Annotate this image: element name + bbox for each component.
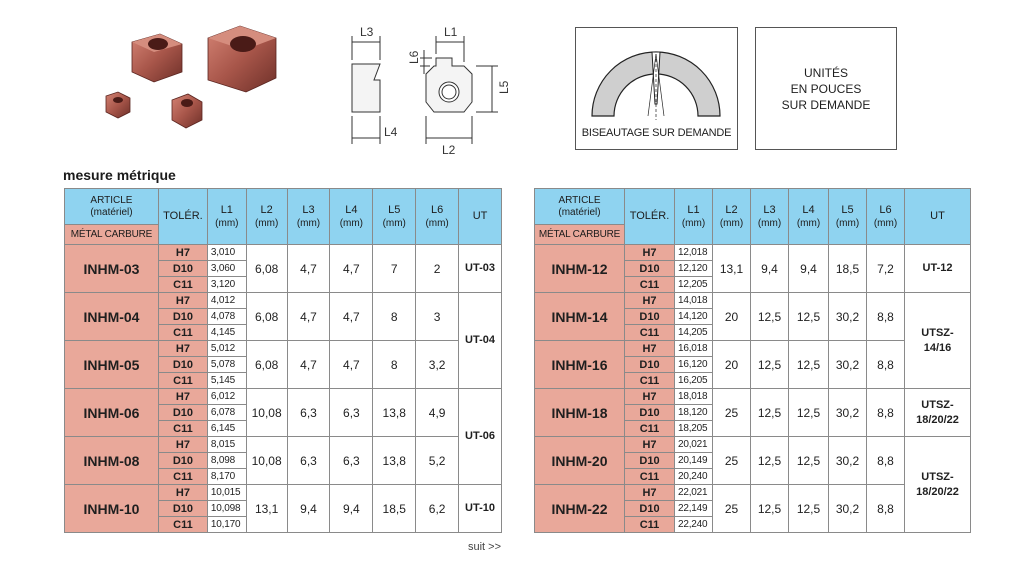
carbide-inserts-photo: [100, 20, 290, 132]
l3-value: 12,5: [751, 437, 789, 485]
spec-table-right: [534, 188, 971, 533]
tolerance-class: D10: [158, 261, 207, 277]
header-l6: L6 (mm): [416, 189, 459, 245]
table-row: [65, 293, 502, 309]
header-ut: UT: [459, 189, 502, 245]
header-l3: L3 (mm): [751, 189, 789, 245]
l5-value: 30,2: [829, 293, 867, 341]
l1-value: 18,018: [675, 389, 713, 405]
l4-value: 9,4: [330, 485, 373, 533]
ut-reference: [459, 485, 502, 533]
label-l3: L3: [360, 25, 374, 39]
l5-value: 30,2: [829, 437, 867, 485]
tolerance-class: H7: [625, 485, 675, 501]
bevel-caption: BISEAUTAGE SUR DEMANDE: [581, 127, 732, 139]
table-row: [535, 389, 971, 405]
l5-value: 13,8: [373, 389, 416, 437]
l6-value: 3,2: [416, 341, 459, 389]
l1-value: 16,120: [675, 357, 713, 373]
table-row: [65, 437, 502, 453]
header-ut: UT: [905, 189, 971, 245]
l2-value: 25: [713, 485, 751, 533]
l1-value: 10,015: [207, 485, 246, 501]
l1-value: 22,149: [675, 501, 713, 517]
tolerance-class: C11: [625, 373, 675, 389]
header-article: ARTICLE (matériel): [535, 189, 625, 225]
header-l2: L2 (mm): [246, 189, 287, 245]
ut-reference: [459, 245, 502, 293]
label-l4: L4: [384, 125, 398, 139]
l3-value: 4,7: [287, 245, 330, 293]
l5-value: 8: [373, 341, 416, 389]
tolerance-class: D10: [158, 501, 207, 517]
ut-reference: [459, 293, 502, 389]
bevel-panel: [575, 27, 738, 150]
tolerance-class: D10: [625, 309, 675, 325]
units-note-line: EN POUCES: [790, 81, 862, 96]
ut-reference-line: 18/20/22: [916, 413, 959, 426]
l1-value: 20,240: [675, 469, 713, 485]
l1-value: 22,021: [675, 485, 713, 501]
ut-reference-line: UT-04: [465, 334, 495, 346]
l3-value: 12,5: [751, 485, 789, 533]
l4-value: 4,7: [330, 245, 373, 293]
tolerance-class: C11: [158, 469, 207, 485]
table-row: [65, 245, 502, 261]
header-tolerance: TOLÉR.: [625, 189, 675, 245]
product-name: INHM-12: [535, 245, 625, 293]
continue-label: suit >>: [468, 541, 502, 553]
l5-value: 30,2: [829, 389, 867, 437]
tolerance-class: H7: [625, 389, 675, 405]
table-row: [65, 389, 502, 405]
header-l6: L6 (mm): [867, 189, 905, 245]
header-article: ARTICLE (matériel): [65, 189, 159, 225]
l5-value: 13,8: [373, 437, 416, 485]
units-note-panel: [755, 27, 897, 150]
tolerance-class: H7: [158, 437, 207, 453]
l1-value: 18,205: [675, 421, 713, 437]
l2-value: 13,1: [713, 245, 751, 293]
product-name: INHM-22: [535, 485, 625, 533]
l5-value: 30,2: [829, 485, 867, 533]
l1-value: 20,021: [675, 437, 713, 453]
tolerance-class: C11: [158, 277, 207, 293]
ut-reference-line: UT-12: [922, 262, 953, 274]
header-l1: L1 (mm): [675, 189, 713, 245]
tolerance-class: C11: [625, 469, 675, 485]
product-name: INHM-14: [535, 293, 625, 341]
product-name: INHM-08: [65, 437, 159, 485]
units-note-line: SUR DEMANDE: [781, 97, 871, 112]
table-row: [535, 293, 971, 309]
l6-value: 5,2: [416, 437, 459, 485]
l2-value: 10,08: [246, 437, 287, 485]
header-l3: L3 (mm): [287, 189, 330, 245]
tolerance-class: C11: [625, 517, 675, 533]
l4-value: 4,7: [330, 341, 373, 389]
l1-value: 8,170: [207, 469, 246, 485]
l5-value: 30,2: [829, 341, 867, 389]
l5-value: 8: [373, 293, 416, 341]
l2-value: 13,1: [246, 485, 287, 533]
l1-value: 4,078: [207, 309, 246, 325]
l4-value: 6,3: [330, 437, 373, 485]
ut-reference-line: 18/20/22: [916, 485, 959, 498]
l1-value: 10,098: [207, 501, 246, 517]
header-material: MÉTAL CARBURE: [535, 225, 625, 245]
header-material: MÉTAL CARBURE: [65, 225, 159, 245]
table-row: [65, 341, 502, 357]
l3-value: 4,7: [287, 293, 330, 341]
l4-value: 12,5: [789, 485, 829, 533]
tolerance-class: D10: [158, 453, 207, 469]
tolerance-class: D10: [158, 357, 207, 373]
header-l1: L1 (mm): [207, 189, 246, 245]
l6-value: 7,2: [867, 245, 905, 293]
product-name: INHM-20: [535, 437, 625, 485]
l6-value: 8,8: [867, 437, 905, 485]
header-l4: L4 (mm): [330, 189, 373, 245]
label-l1: L1: [444, 25, 458, 39]
l1-value: 12,120: [675, 261, 713, 277]
l6-value: 8,8: [867, 389, 905, 437]
header-tolerance: TOLÉR.: [158, 189, 207, 245]
product-name: INHM-03: [65, 245, 159, 293]
l2-value: 25: [713, 437, 751, 485]
tolerance-class: H7: [158, 341, 207, 357]
section-title: mesure métrique: [63, 167, 176, 183]
product-name: INHM-16: [535, 341, 625, 389]
ut-reference-line: UT-06: [465, 430, 495, 442]
units-note: [782, 65, 871, 113]
ut-reference-line: UTSZ-: [921, 326, 954, 339]
ut-reference: [905, 245, 971, 293]
l1-value: 5,078: [207, 357, 246, 373]
l4-value: 12,5: [789, 341, 829, 389]
tolerance-class: H7: [158, 293, 207, 309]
header-l4: L4 (mm): [789, 189, 829, 245]
dimension-drawing: [340, 20, 520, 160]
l1-value: 3,120: [207, 277, 246, 293]
l4-value: 6,3: [330, 389, 373, 437]
l3-value: 9,4: [751, 245, 789, 293]
ut-reference-line: UT-10: [465, 502, 495, 514]
l1-value: 5,145: [207, 373, 246, 389]
l1-value: 3,060: [207, 261, 246, 277]
product-name: INHM-04: [65, 293, 159, 341]
tolerance-class: D10: [625, 357, 675, 373]
l1-value: 4,145: [207, 325, 246, 341]
ut-reference-line: 14/16: [923, 341, 952, 354]
bevel-illustration: [576, 34, 737, 134]
tolerance-class: H7: [625, 341, 675, 357]
l1-value: 14,018: [675, 293, 713, 309]
l1-value: 8,098: [207, 453, 246, 469]
tolerance-class: H7: [158, 485, 207, 501]
tolerance-class: C11: [158, 517, 207, 533]
label-l5: L5: [497, 80, 511, 94]
l6-value: 8,8: [867, 341, 905, 389]
tolerance-class: C11: [158, 373, 207, 389]
product-name: INHM-06: [65, 389, 159, 437]
l3-value: 12,5: [751, 389, 789, 437]
l6-value: 3: [416, 293, 459, 341]
table-row: [535, 245, 971, 261]
l3-value: 9,4: [287, 485, 330, 533]
tolerance-class: H7: [625, 293, 675, 309]
insert-medium: [132, 34, 182, 82]
insert-tiny: [172, 94, 202, 128]
l3-value: 4,7: [287, 341, 330, 389]
l1-value: 4,012: [207, 293, 246, 309]
l1-value: 22,240: [675, 517, 713, 533]
tolerance-class: H7: [625, 437, 675, 453]
ut-reference: [905, 293, 971, 389]
l4-value: 12,5: [789, 437, 829, 485]
ut-reference-line: UTSZ-: [921, 398, 954, 411]
l4-value: 9,4: [789, 245, 829, 293]
l1-value: 14,120: [675, 309, 713, 325]
l5-value: 7: [373, 245, 416, 293]
l1-value: 16,205: [675, 373, 713, 389]
spec-table-left: [64, 188, 502, 533]
tolerance-class: D10: [625, 405, 675, 421]
l3-value: 6,3: [287, 389, 330, 437]
tolerance-class: C11: [625, 325, 675, 341]
l3-value: 12,5: [751, 293, 789, 341]
header-l2: L2 (mm): [713, 189, 751, 245]
product-name: INHM-10: [65, 485, 159, 533]
l1-value: 3,010: [207, 245, 246, 261]
l5-value: 18,5: [829, 245, 867, 293]
l6-value: 8,8: [867, 293, 905, 341]
l4-value: 12,5: [789, 293, 829, 341]
l2-value: 25: [713, 389, 751, 437]
l6-value: 4,9: [416, 389, 459, 437]
l1-value: 16,018: [675, 341, 713, 357]
l6-value: 2: [416, 245, 459, 293]
table-row: [535, 437, 971, 453]
l1-value: 5,012: [207, 341, 246, 357]
tolerance-class: D10: [625, 453, 675, 469]
l1-value: 8,015: [207, 437, 246, 453]
l3-value: 12,5: [751, 341, 789, 389]
l1-value: 12,205: [675, 277, 713, 293]
units-note-line: UNITÉS: [803, 65, 848, 80]
l2-value: 10,08: [246, 389, 287, 437]
l1-value: 6,012: [207, 389, 246, 405]
tolerance-class: C11: [158, 421, 207, 437]
tolerance-class: H7: [625, 245, 675, 261]
l2-value: 6,08: [246, 293, 287, 341]
tolerance-class: D10: [158, 309, 207, 325]
l1-value: 6,078: [207, 405, 246, 421]
ut-reference: [905, 437, 971, 533]
tolerance-class: D10: [625, 501, 675, 517]
header-l5: L5 (mm): [373, 189, 416, 245]
ut-reference: [905, 389, 971, 437]
insert-large: [208, 26, 276, 92]
l1-value: 12,018: [675, 245, 713, 261]
ut-reference-line: UTSZ-: [921, 470, 954, 483]
table-row: [65, 485, 502, 501]
l2-value: 20: [713, 293, 751, 341]
l1-value: 6,145: [207, 421, 246, 437]
ut-reference-line: UT-03: [465, 262, 495, 274]
tolerance-class: D10: [625, 261, 675, 277]
tolerance-class: C11: [625, 421, 675, 437]
label-l2: L2: [442, 143, 456, 157]
l6-value: 8,8: [867, 485, 905, 533]
product-name: INHM-05: [65, 341, 159, 389]
tolerance-class: C11: [625, 277, 675, 293]
header-l5: L5 (mm): [829, 189, 867, 245]
l6-value: 6,2: [416, 485, 459, 533]
ut-reference: [459, 389, 502, 485]
l4-value: 12,5: [789, 389, 829, 437]
l1-value: 20,149: [675, 453, 713, 469]
l3-value: 6,3: [287, 437, 330, 485]
tolerance-class: H7: [158, 389, 207, 405]
l2-value: 20: [713, 341, 751, 389]
l2-value: 6,08: [246, 245, 287, 293]
l1-value: 10,170: [207, 517, 246, 533]
l2-value: 6,08: [246, 341, 287, 389]
tolerance-class: C11: [158, 325, 207, 341]
label-l6: L6: [407, 50, 421, 64]
tolerance-class: D10: [158, 405, 207, 421]
l1-value: 18,120: [675, 405, 713, 421]
insert-small: [106, 92, 130, 118]
l5-value: 18,5: [373, 485, 416, 533]
l4-value: 4,7: [330, 293, 373, 341]
tolerance-class: H7: [158, 245, 207, 261]
product-name: INHM-18: [535, 389, 625, 437]
l1-value: 14,205: [675, 325, 713, 341]
